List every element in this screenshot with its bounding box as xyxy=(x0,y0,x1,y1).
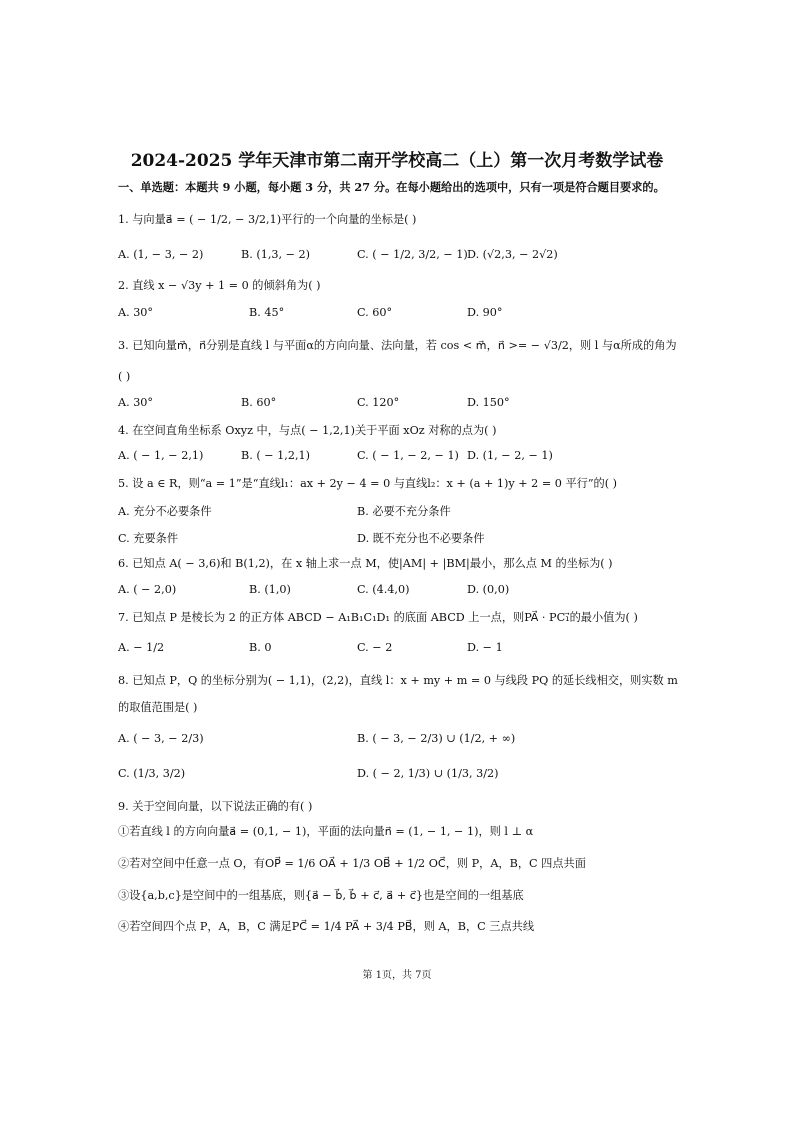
q2-option-d: D. 90° xyxy=(467,306,503,319)
q5-option-c: C. 充要条件 xyxy=(118,532,179,545)
q3-option-c: C. 120° xyxy=(357,396,400,409)
section-heading: 一、单选题：本题共 9 小题，每小题 3 分，共 27 分。在每小题给出的选项中，只有一项是符合题目要求的。 xyxy=(118,180,665,194)
page-footer: 第 1页，共 7页 xyxy=(362,970,432,981)
question-8-stem-cont: 的取值范围是( ) xyxy=(118,701,198,714)
q7-option-d: D. − 1 xyxy=(467,641,503,654)
q4-option-b: B. ( − 1,2,1) xyxy=(241,449,311,462)
q8-option-d: D. ( − 2, 1/3) ∪ (1/3, 3/2) xyxy=(357,767,499,780)
q2-option-a: A. 30° xyxy=(118,306,154,319)
q1-option-b: B. (1,3, − 2) xyxy=(241,248,311,261)
q7-option-b: B. 0 xyxy=(249,641,272,654)
question-1-stem: 1. 与向量a⃗ = ( − 1/2, − 3/2,1)平行的一个向量的坐标是( ) xyxy=(118,213,417,226)
question-8-stem: 8. 已知点 P，Q 的坐标分别为( − 1,1)，(2,2)，直线 l：x + my + m = 0 与线段 PQ 的延长线相交，则实数 m xyxy=(118,674,678,687)
question-7-stem: 7. 已知点 P 是棱长为 2 的正方体 ABCD − A₁B₁C₁D₁ 的底面 ABCD 上一点，则PA⃗ · PC₁⃗的最小值为( ) xyxy=(118,611,638,624)
q8-option-a: A. ( − 3, − 2/3) xyxy=(118,732,204,745)
q3-option-b: B. 60° xyxy=(241,396,277,409)
q2-option-b: B. 45° xyxy=(249,306,285,319)
q6-option-c: C. (4.4,0) xyxy=(357,583,410,596)
question-3-stem-cont: ( ) xyxy=(118,370,131,383)
question-5-stem: 5. 设 a ∈ R，则“a = 1”是“直线l₁：ax + 2y − 4 = 0 与直线l₂：x + (a + 1)y + 2 = 0 平行”的( ) xyxy=(118,477,618,490)
question-3-stem: 3. 已知向量m⃗，n⃗分别是直线 l 与平面α的方向向量、法向量，若 cos < m⃗，n⃗ >= − √3/2，则 l 与α所成的角为 xyxy=(118,339,677,352)
q7-option-c: C. − 2 xyxy=(357,641,393,654)
q3-option-a: A. 30° xyxy=(118,396,154,409)
q9-statement-1: ①若直线 l 的方向向量a⃗ = (0,1, − 1)，平面的法向量n⃗ = (1, − 1, − 1)，则 l ⊥ α xyxy=(118,825,534,838)
question-4-stem: 4. 在空间直角坐标系 Oxyz 中，与点( − 1,2,1)关于平面 xOz 对称的点为( ) xyxy=(118,424,497,437)
q8-option-c: C. (1/3, 3/2) xyxy=(118,767,186,780)
question-6-stem: 6. 已知点 A( − 3,6)和 B(1,2)，在 x 轴上求一点 M，使|AM| + |BM|最小，那么点 M 的坐标为( ) xyxy=(118,557,613,570)
q5-option-a: A. 充分不必要条件 xyxy=(118,505,212,518)
q2-option-c: C. 60° xyxy=(357,306,393,319)
q6-option-b: B. (1,0) xyxy=(249,583,291,596)
q8-option-b: B. ( − 3, − 2/3) ∪ (1/2, + ∞) xyxy=(357,732,516,745)
q9-statement-2: ②若对空间中任意一点 O，有OP⃗ = 1/6 OA⃗ + 1/3 OB⃗ + 1/2 OC⃗，则 P，A，B，C 四点共面 xyxy=(118,857,586,870)
exam-title: 2024-2025 学年天津市第二南开学校高二（上）第一次月考数学试卷 xyxy=(130,151,664,171)
q4-option-d: D. (1, − 2, − 1) xyxy=(467,449,553,462)
q1-option-a: A. (1, − 3, − 2) xyxy=(118,248,204,261)
q6-option-a: A. ( − 2,0) xyxy=(118,583,177,596)
q6-option-d: D. (0,0) xyxy=(467,583,510,596)
q4-option-a: A. ( − 1, − 2,1) xyxy=(118,449,204,462)
q4-option-c: C. ( − 1, − 2, − 1) xyxy=(357,449,459,462)
question-9-stem: 9. 关于空间向量，以下说法正确的有( ) xyxy=(118,800,313,813)
question-2-stem: 2. 直线 x − √3y + 1 = 0 的倾斜角为( ) xyxy=(118,279,321,292)
q7-option-a: A. − 1/2 xyxy=(118,641,165,654)
q9-statement-4: ④若空间四个点 P，A，B，C 满足PC⃗ = 1/4 PA⃗ + 3/4 PB⃗，则 A，B，C 三点共线 xyxy=(118,920,535,933)
q9-statement-3: ③设{a,b,c}是空间中的一组基底，则{a⃗ − b⃗, b⃗ + c⃗, a⃗ + c⃗}也是空间的一组基底 xyxy=(118,889,524,902)
q5-option-b: B. 必要不充分条件 xyxy=(357,505,451,518)
q1-option-d: D. (√2,3, − 2√2) xyxy=(467,248,558,261)
q3-option-d: D. 150° xyxy=(467,396,510,409)
q5-option-d: D. 既不充分也不必要条件 xyxy=(357,532,485,545)
q1-option-c: C. ( − 1/2, 3/2, − 1) xyxy=(357,248,468,261)
